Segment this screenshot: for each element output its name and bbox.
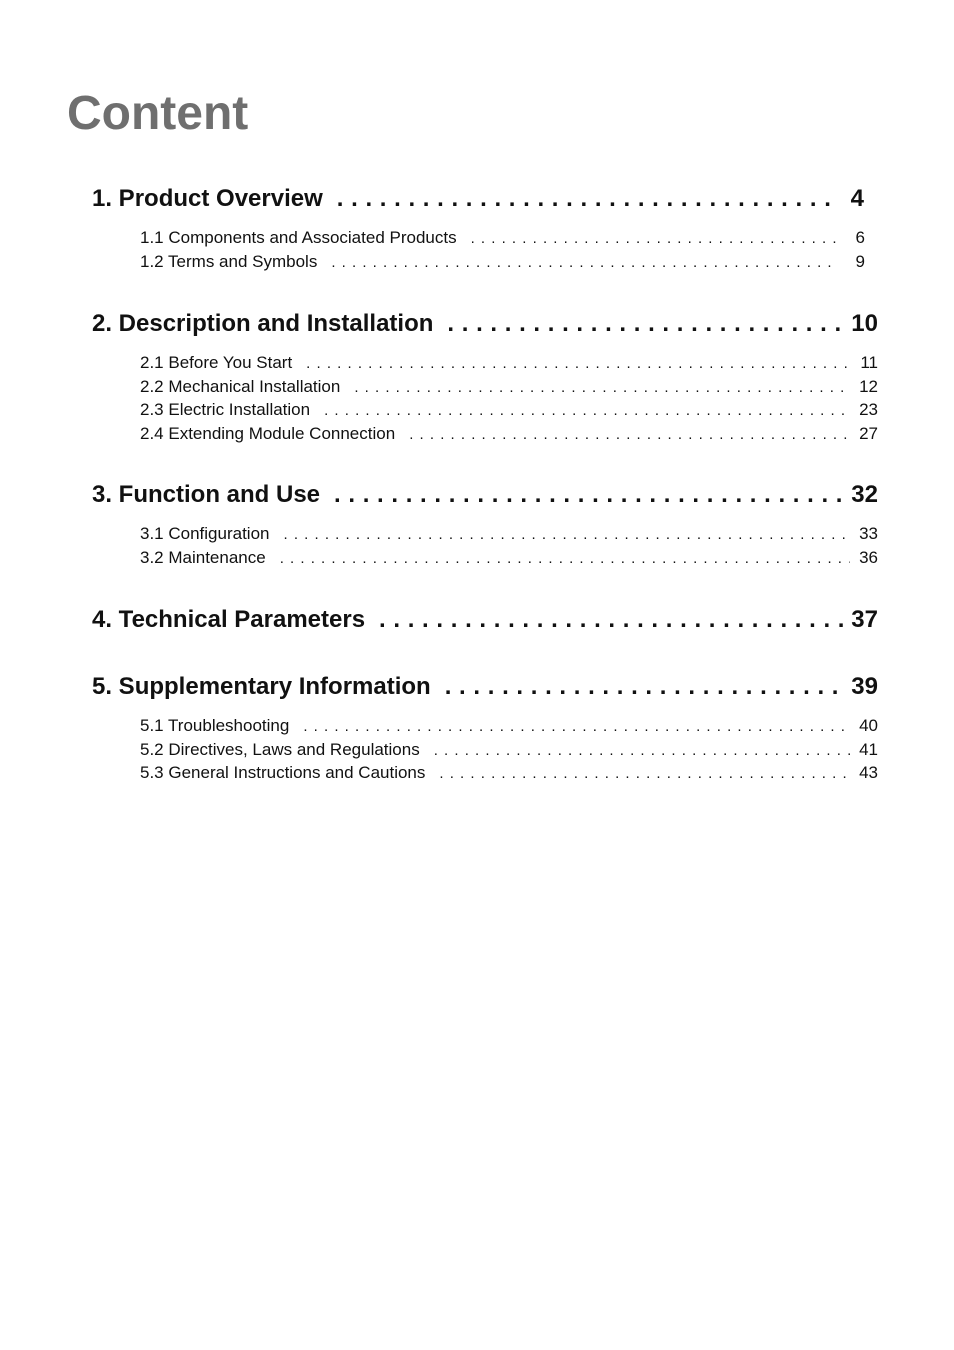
toc-section-3 <box>92 480 878 569</box>
dot-leader <box>334 480 844 510</box>
toc-subentry-page: 12 <box>859 376 878 396</box>
toc-entry-product-overview[interactable] <box>92 184 878 214</box>
toc-section-2 <box>92 309 878 445</box>
dot-leader <box>337 184 830 214</box>
toc-subentry-label: 5.3 General Instructions and Cautions <box>140 763 426 782</box>
toc-subentry-page: 40 <box>859 716 878 735</box>
toc-subentry[interactable] <box>140 226 865 250</box>
toc-subentry[interactable] <box>140 546 878 570</box>
toc-entry-technical-parameters[interactable] <box>92 605 878 635</box>
toc-subentry-page: 6 <box>855 228 865 247</box>
toc-subentry[interactable] <box>140 398 878 422</box>
toc-entry-page: 4 <box>850 185 864 212</box>
toc-entry-description-installation[interactable] <box>92 309 878 339</box>
toc-subsection-list <box>140 226 865 273</box>
toc-entry-function-use[interactable] <box>92 480 878 510</box>
toc-subentry-page: 33 <box>859 524 878 543</box>
toc-subentry-label: 3.1 Configuration <box>140 524 270 543</box>
dot-leader <box>471 226 837 251</box>
toc-section-1 <box>92 184 878 273</box>
toc-subentry[interactable] <box>140 375 878 399</box>
toc-subentry-page: 11 <box>860 353 878 372</box>
toc-subentry-label: 3.2 Maintenance <box>140 547 266 567</box>
toc-subentry-label: 1.2 Terms and Symbols <box>140 251 318 271</box>
dot-leader <box>306 351 850 376</box>
toc-subentry[interactable] <box>140 422 878 446</box>
toc-entry-label: 2. Description and Installation <box>92 310 434 337</box>
toc-subentry-label: 1.1 Components and Associated Products <box>140 228 457 247</box>
dot-leader <box>434 738 850 763</box>
toc-subsection-list <box>140 351 878 445</box>
toc-entry-label: 3. Function and Use <box>92 481 321 508</box>
toc-subentry-label: 2.2 Mechanical Installation <box>140 376 341 396</box>
toc-subentry-page: 9 <box>855 251 865 271</box>
dot-leader <box>283 522 850 547</box>
toc-entry-supplementary-information[interactable] <box>92 672 878 702</box>
toc-entry-page: 32 <box>851 481 878 508</box>
dot-leader <box>409 422 850 447</box>
toc-section-4 <box>92 605 878 635</box>
dot-leader <box>280 546 850 571</box>
toc-subentry-label: 5.2 Directives, Laws and Regulations <box>140 739 420 759</box>
toc-entry-label: 1. Product Overview <box>92 185 323 212</box>
dot-leader <box>447 309 844 339</box>
toc-subentry-page: 36 <box>859 547 878 567</box>
dot-leader <box>331 250 837 275</box>
toc-subentry[interactable] <box>140 250 865 274</box>
toc-entry-page: 39 <box>851 673 878 700</box>
toc-subentry-label: 2.4 Extending Module Connection <box>140 423 396 443</box>
dot-leader <box>379 605 844 635</box>
toc-subentry-label: 2.1 Before You Start <box>140 353 293 372</box>
dot-leader <box>439 761 850 786</box>
toc-subentry-page: 23 <box>859 400 878 419</box>
dot-leader <box>324 398 850 423</box>
toc-subentry[interactable] <box>140 761 878 785</box>
toc-entry-label: 5. Supplementary Information <box>92 673 431 700</box>
toc-section-5 <box>92 672 878 785</box>
toc-subentry-label: 2.3 Electric Installation <box>140 400 311 419</box>
toc-subsection-list <box>140 522 878 569</box>
toc-entry-label: 4. Technical Parameters <box>92 606 366 633</box>
dot-leader <box>303 714 850 739</box>
toc-subentry-page: 43 <box>859 763 878 782</box>
toc-subentry[interactable] <box>140 522 878 546</box>
toc-subsection-list <box>140 714 878 785</box>
toc-subentry-page: 41 <box>859 739 878 759</box>
toc-entry-page: 10 <box>851 310 878 337</box>
toc-subentry[interactable] <box>140 714 878 738</box>
dot-leader <box>354 375 850 400</box>
toc-subentry-label: 5.1 Troubleshooting <box>140 716 290 735</box>
toc-subentry[interactable] <box>140 351 878 375</box>
toc-subentry-page: 27 <box>859 423 878 443</box>
page-title: Content <box>67 87 249 140</box>
dot-leader <box>445 672 844 702</box>
toc-subentry[interactable] <box>140 738 878 762</box>
toc-entry-page: 37 <box>851 606 878 633</box>
